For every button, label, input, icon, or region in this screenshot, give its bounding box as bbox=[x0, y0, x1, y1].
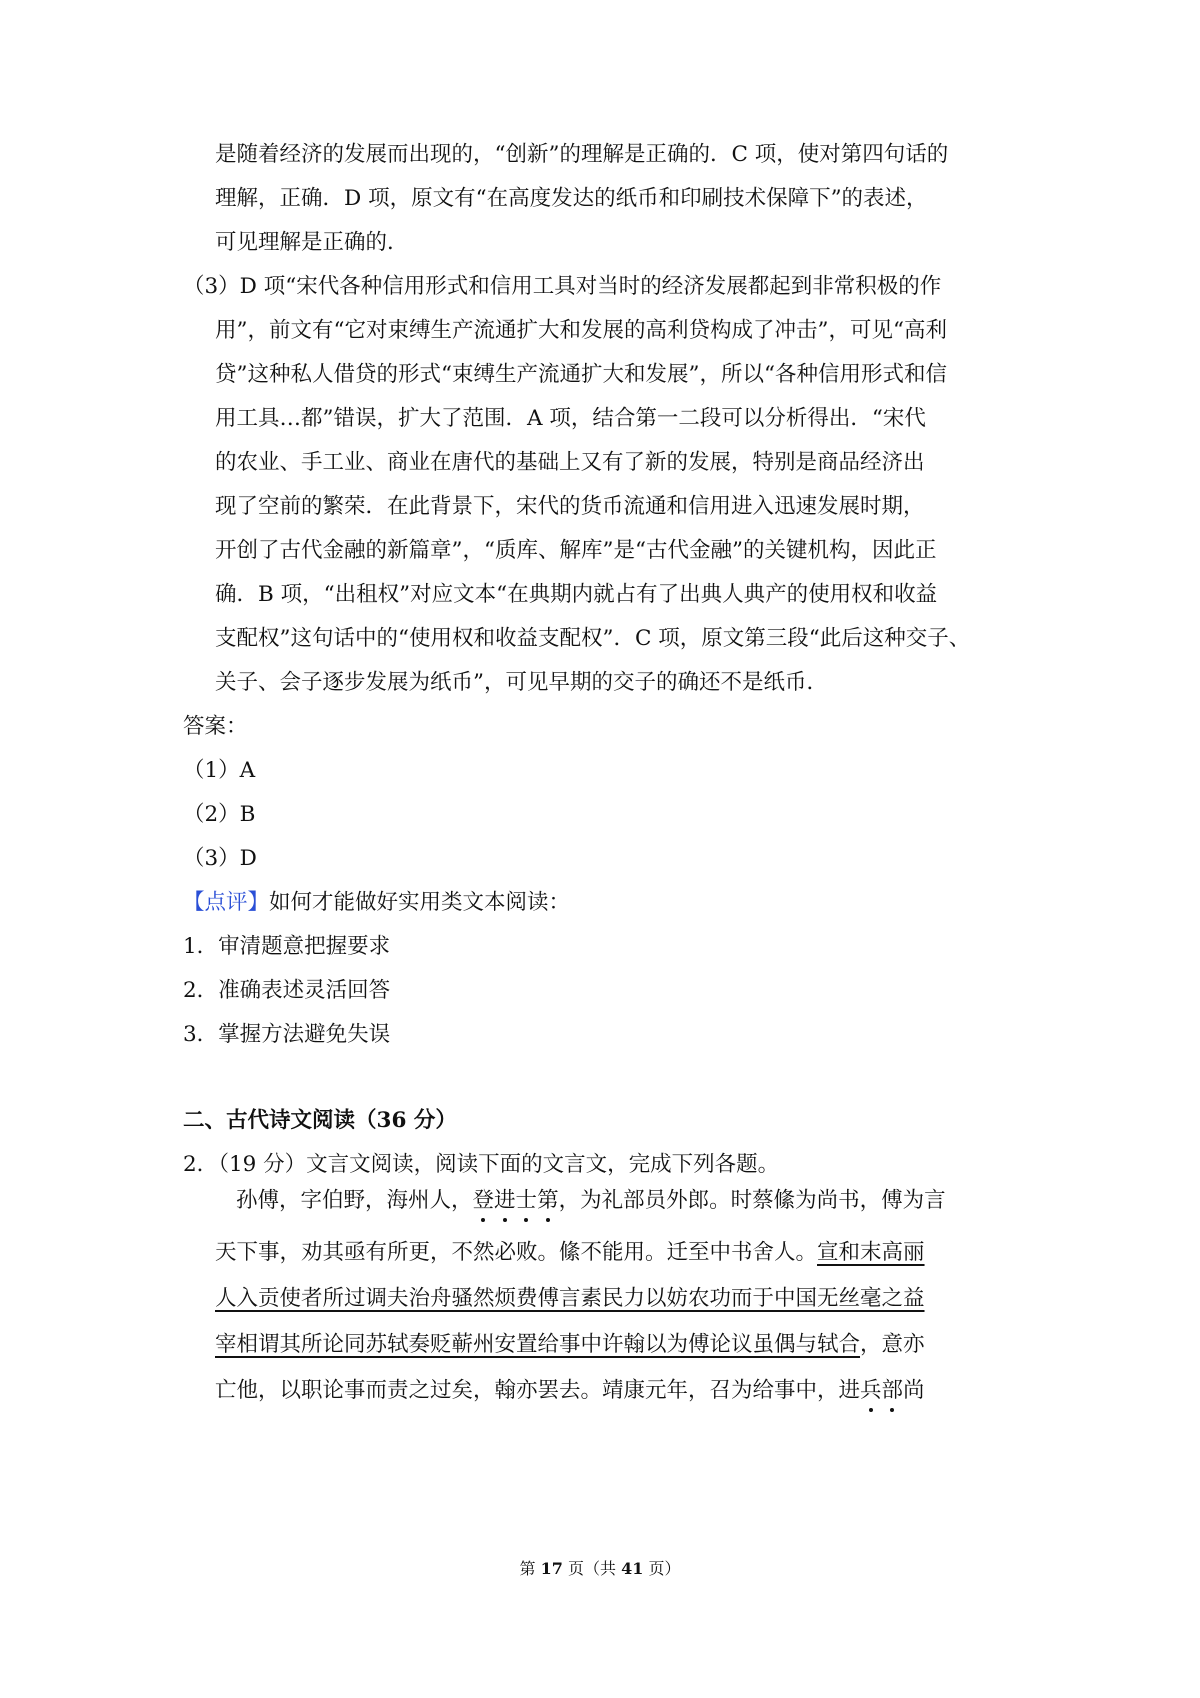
review-item: 1．审清题意把握要求 bbox=[183, 934, 391, 959]
explanation-line: 可见理解是正确的． bbox=[215, 230, 409, 255]
question-2-stem bbox=[183, 1150, 779, 1180]
passage-text: 天下事，劝其亟有所更，不然必败。絛不能用。迁至中书舍人。 bbox=[215, 1240, 818, 1265]
passage-line bbox=[215, 1238, 925, 1268]
answer-item: （2）B bbox=[183, 802, 256, 827]
footer-text: 页（共 bbox=[562, 1559, 622, 1578]
footer-text: 页） bbox=[643, 1559, 681, 1578]
question-stem: （19 分）文言文阅读，阅读下面的文言文，完成下列各题。 bbox=[218, 1152, 780, 1177]
explanation-line: 支配权”这句话中的“使用权和收益支配权”．C 项，原文第三段“此后这种交子、 bbox=[215, 626, 971, 651]
underlined-text: 宣和末高丽 bbox=[817, 1240, 925, 1265]
underlined-text: 宰相谓其所论同苏轼奏贬蕲州安置给事中许翰以为傅论议虽偶与轼合 bbox=[215, 1332, 861, 1357]
review-tag: 【点评】 bbox=[183, 890, 270, 915]
dotted-char: 兵 bbox=[860, 1376, 882, 1406]
passage-line bbox=[236, 1186, 946, 1216]
explanation-3-first-line: （3）D 项“宋代各种信用形式和信用工具对当时的经济发展都起到非常积极的作 bbox=[183, 274, 942, 299]
review-line bbox=[183, 888, 570, 918]
answer-item: （1）A bbox=[183, 758, 256, 783]
explanation-line: 关子、会子逐步发展为纸币”，可见早期的交子的确还不是纸币． bbox=[215, 670, 828, 695]
passage-line bbox=[215, 1376, 925, 1406]
passage-line bbox=[215, 1330, 925, 1360]
explanation-line: 是随着经济的发展而出现的，“创新”的理解是正确的．C 项，使对第四句话的 bbox=[215, 142, 949, 167]
footer-page-number: 17 bbox=[540, 1559, 563, 1578]
dotted-char: 部 bbox=[882, 1376, 904, 1406]
explanation-line: 贷”这种私人借贷的形式“束缚生产流通扩大和发展”，所以“各种信用形式和信 bbox=[215, 362, 947, 387]
underlined-line: 人入贡使者所过调夫治舟骚然烦费傅言素民力以妨农功而于中国无丝毫之益 bbox=[215, 1286, 925, 1311]
explanation-line: 用”，前文有“它对束缚生产流通扩大和发展的高利贷构成了冲击”，可见“高利 bbox=[215, 318, 947, 343]
answer-item: （3）D bbox=[183, 846, 257, 871]
review-item: 2．准确表述灵活回答 bbox=[183, 978, 391, 1003]
passage-text: 孙傅，字伯野，海州人， bbox=[236, 1188, 473, 1213]
explanation-line: 现了空前的繁荣．在此背景下，宋代的货币流通和信用进入迅速发展时期， bbox=[215, 494, 925, 519]
section-heading: 二、古代诗文阅读（36 分） bbox=[183, 1108, 457, 1133]
question-number: 2． bbox=[183, 1152, 219, 1177]
review-item: 3．掌握方法避免失误 bbox=[183, 1022, 391, 1047]
explanation-line: 用工具…都”错误，扩大了范围．A 项，结合第一二段可以分析得出．“宋代 bbox=[215, 406, 926, 431]
footer-total-pages: 41 bbox=[621, 1559, 644, 1578]
passage-text: 亡他，以职论事而责之过矣，翰亦罢去。靖康元年，召为给事中，进 bbox=[215, 1378, 861, 1403]
page-footer bbox=[0, 1556, 1200, 1579]
footer-text: 第 bbox=[519, 1559, 541, 1578]
dotted-phrase: 登进士第 bbox=[473, 1188, 559, 1213]
explanation-line: 确．B 项，“出租权”对应文本“在典期内就占有了出典人典产的使用权和收益 bbox=[215, 582, 938, 607]
explanation-line: 开创了古代金融的新篇章”，“质库、解库”是“古代金融”的关键机构，因此正 bbox=[215, 538, 937, 563]
explanation-line: 理解，正确．D 项，原文有“在高度发达的纸币和印刷技术保障下”的表述， bbox=[215, 186, 928, 211]
explanation-line: 的农业、手工业、商业在唐代的基础上又有了新的发展，特别是商品经济出 bbox=[215, 450, 925, 475]
passage-text: ，为礼部员外郎。时蔡絛为尚书，傅为言 bbox=[558, 1188, 946, 1213]
review-text: 如何才能做好实用类文本阅读： bbox=[269, 890, 571, 915]
answer-label: 答案： bbox=[183, 714, 248, 739]
passage-text: ，意亦 bbox=[860, 1332, 925, 1357]
passage-text: 尚 bbox=[903, 1378, 925, 1403]
